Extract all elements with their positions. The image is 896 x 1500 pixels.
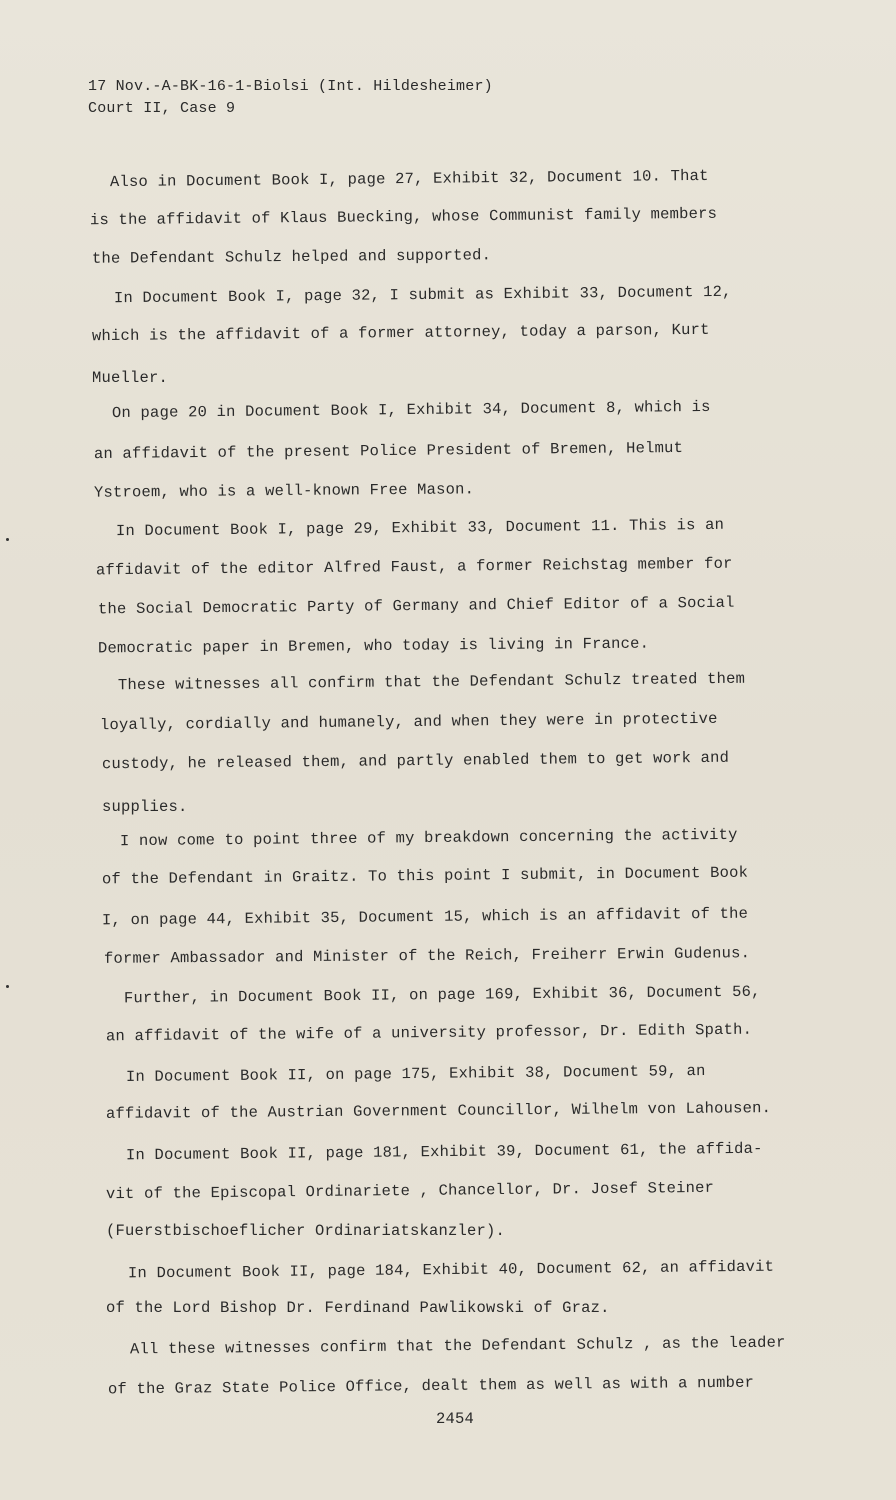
- body-line: In Document Book II, page 184, Exhibit 40, Document 62, an affidavit: [127, 1257, 775, 1283]
- body-line: In Document Book II, page 181, Exhibit 39, Document 61, the affida-: [125, 1139, 763, 1165]
- body-line: (Fuerstbischoeflicher Ordinariatskanzler).: [106, 1222, 506, 1240]
- margin-speck: [6, 985, 9, 988]
- body-line: In Document Book I, page 29, Exhibit 33, Document 11. This is an: [115, 515, 725, 541]
- body-line: the Social Democratic Party of Germany and Chief Editor of a Social: [97, 593, 735, 619]
- body-line: Democratic paper in Bremen, who today is living in France.: [97, 634, 650, 658]
- page-number: 2454: [436, 1410, 475, 1428]
- body-line: I now come to point three of my breakdown concerning the activity: [119, 825, 738, 851]
- body-line: which is the affidavit of a former attorney, today a parson, Kurt: [91, 320, 710, 346]
- body-line: Ystroem, who is a well-known Free Mason.: [93, 480, 475, 502]
- margin-speck: [6, 538, 9, 541]
- body-line: These witnesses all confirm that the Defendant Schulz treated them: [117, 669, 746, 695]
- body-line: an affidavit of the wife of a university professor, Dr. Edith Spath.: [105, 1020, 753, 1046]
- body-line: Mueller.: [92, 369, 169, 387]
- body-line: of the Defendant in Graitz. To this point I submit, in Document Book: [101, 863, 749, 889]
- body-line: affidavit of the Austrian Government Councillor, Wilhelm von Lahousen.: [105, 1099, 772, 1123]
- body-line: On page 20 in Document Book I, Exhibit 34, Document 8, which is: [111, 397, 711, 423]
- body-line: Further, in Document Book II, on page 169, Exhibit 36, Document 56,: [123, 982, 761, 1008]
- body-line: custody, he released them, and partly enabled them to get work and: [101, 748, 730, 774]
- body-line: the Defendant Schulz helped and supported.: [91, 246, 492, 268]
- body-line: an affidavit of the present Police President of Bremen, Helmut: [93, 438, 684, 464]
- body-line: is the affidavit of Klaus Buecking, whose Communist family members: [89, 204, 718, 230]
- body-line: All these witnesses confirm that the Defendant Schulz , as the leader: [129, 1333, 786, 1359]
- body-line: affidavit of the editor Alfred Faust, a former Reichstag member for: [95, 554, 733, 580]
- body-line: In Document Book I, page 32, I submit as Exhibit 33, Document 12,: [113, 282, 732, 308]
- body-line: supplies.: [102, 798, 188, 816]
- body-line: I, on page 44, Exhibit 35, Document 15, which is an affidavit of the: [101, 904, 749, 930]
- body-line: vit of the Episcopal Ordinariete , Chancellor, Dr. Josef Steiner: [105, 1178, 715, 1204]
- header-reference-line: 17 Nov.-A-BK-16-1-Biolsi (Int. Hildesheimer): [88, 78, 493, 95]
- body-line: of the Lord Bishop Dr. Ferdinand Pawlikowski of Graz.: [106, 1299, 610, 1317]
- body-line: loyally, cordially and humanely, and when they were in protective: [99, 709, 718, 735]
- body-line: Also in Document Book I, page 27, Exhibit 32, Document 10. That: [109, 166, 709, 192]
- body-line: In Document Book II, on page 175, Exhibit 38, Document 59, an: [125, 1061, 706, 1087]
- body-line: of the Graz State Police Office, dealt them as well as with a number: [107, 1373, 755, 1399]
- body-line: former Ambassador and Minister of the Reich, Freiherr Erwin Gudenus.: [103, 944, 751, 968]
- header-court-case-line: Court II, Case 9: [88, 100, 236, 117]
